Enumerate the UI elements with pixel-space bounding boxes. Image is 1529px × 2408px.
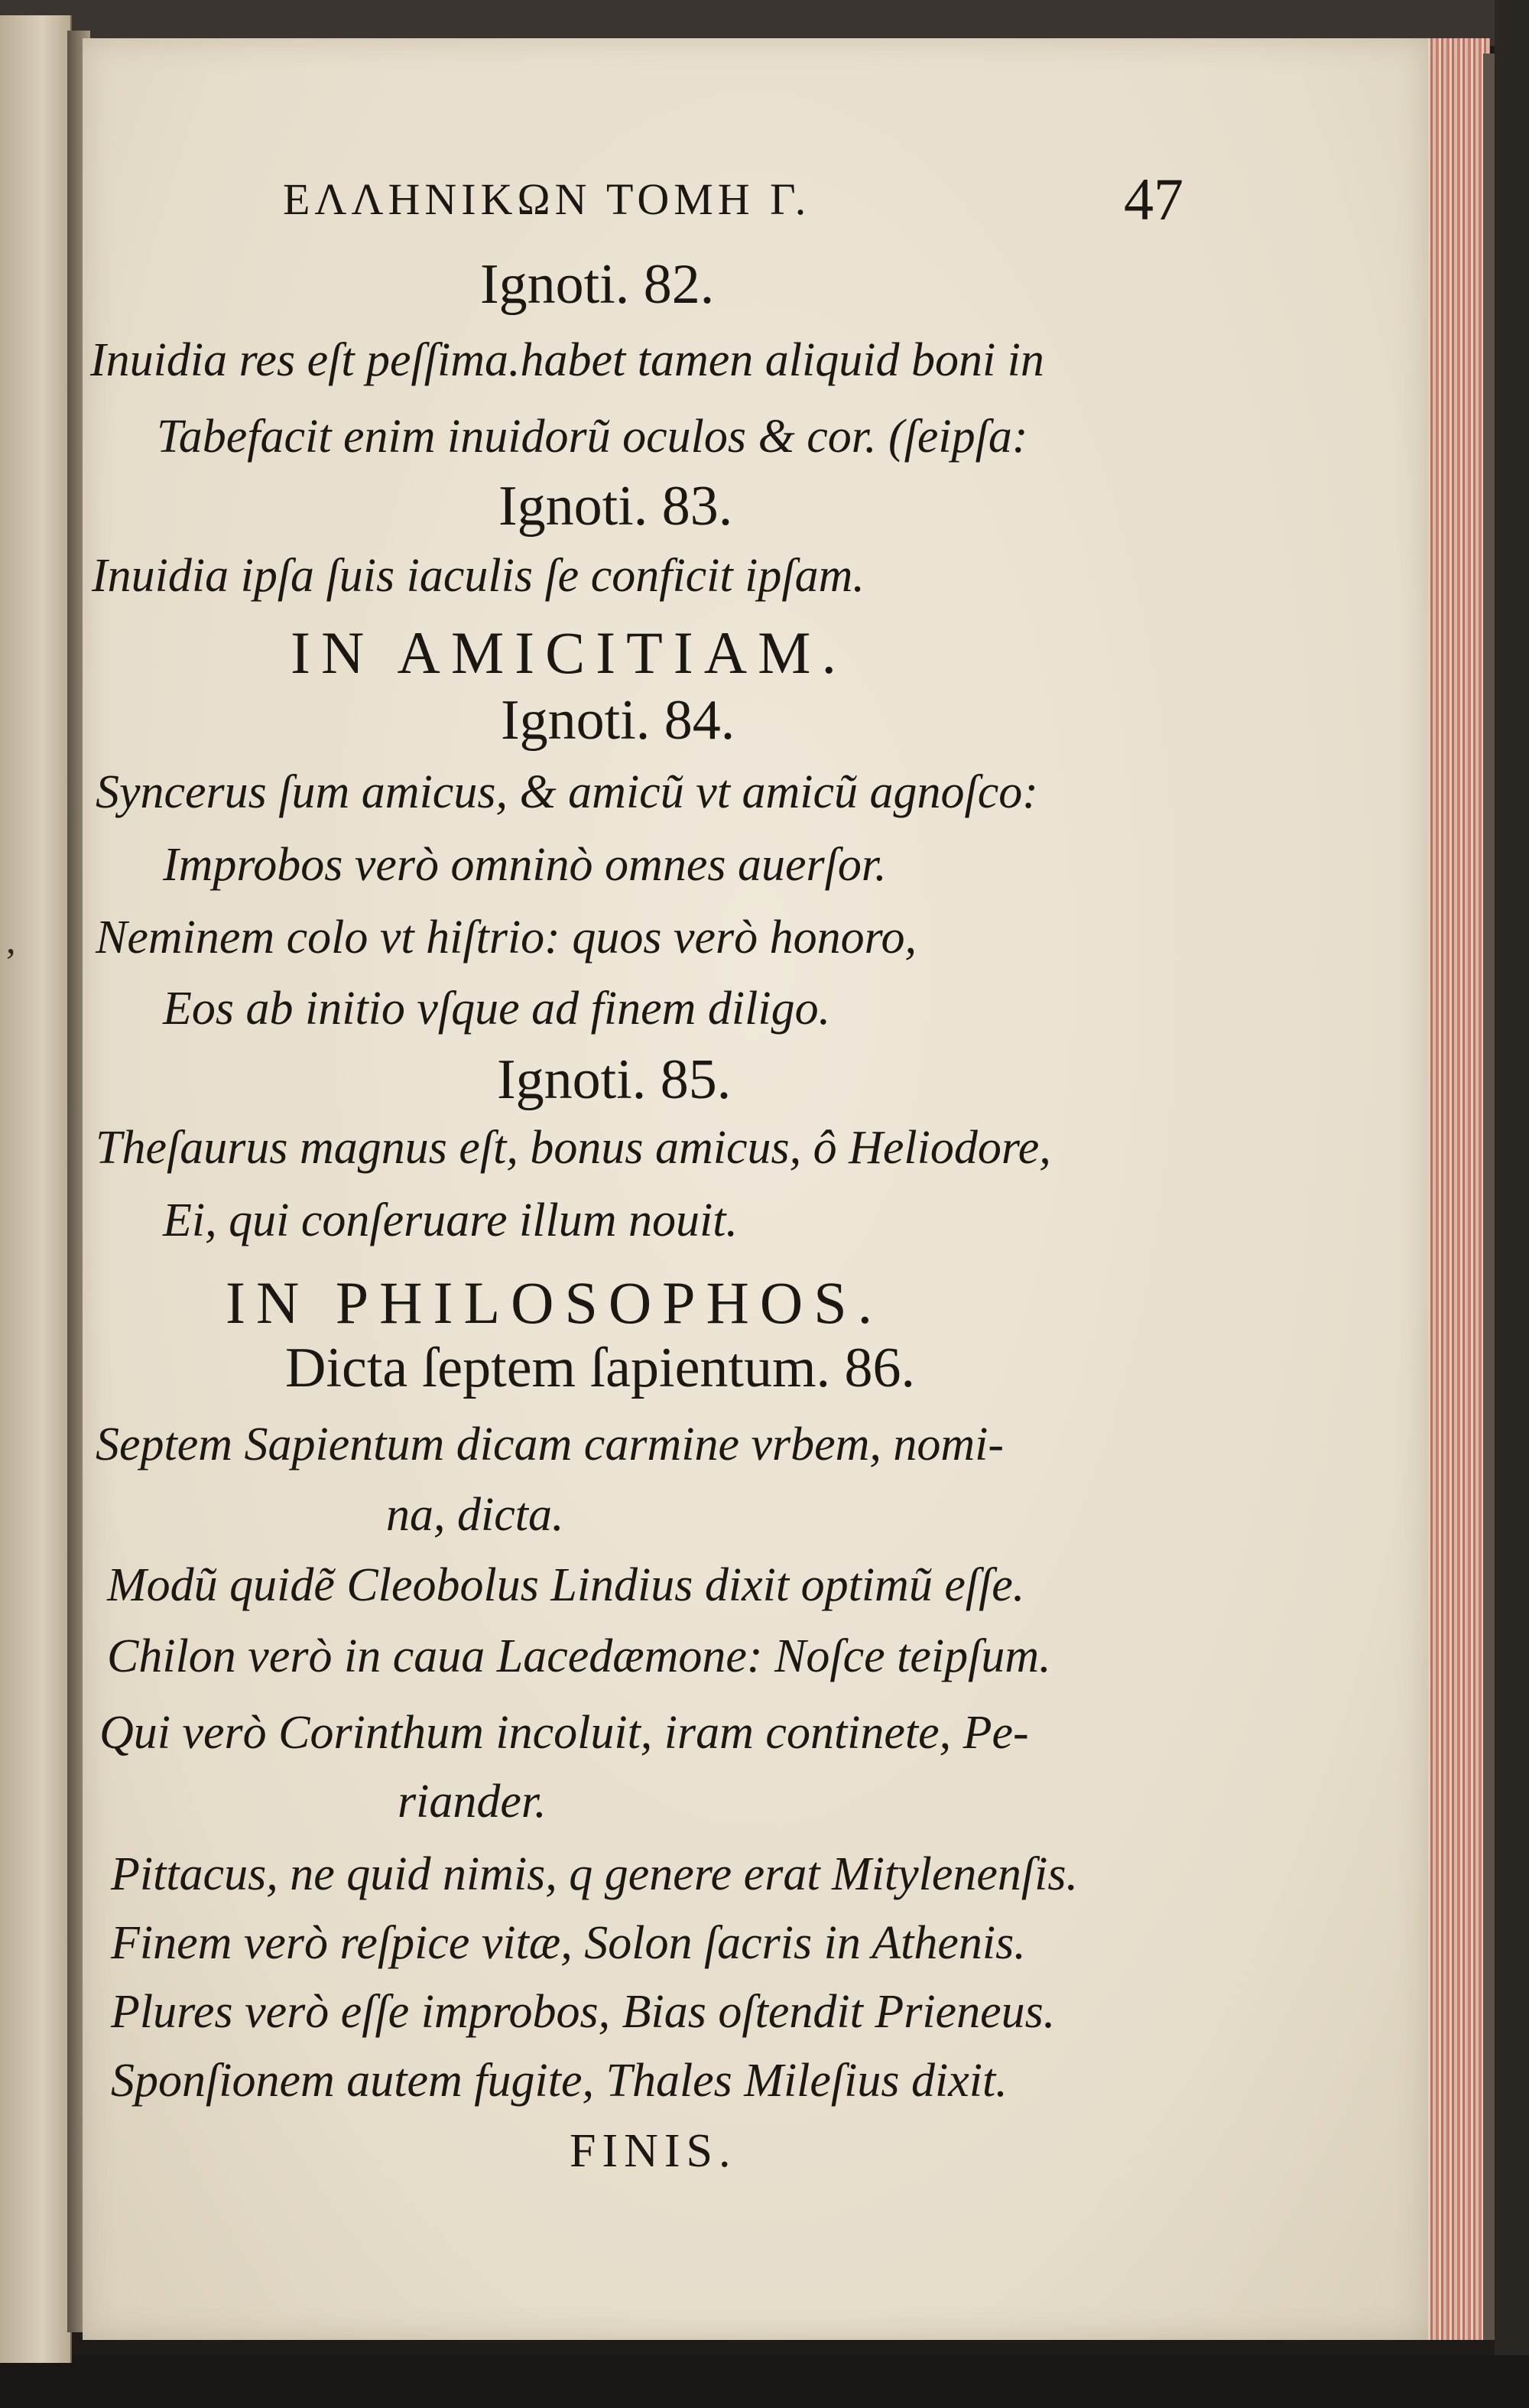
background-right [1495,0,1529,2408]
verse-line: riander. [398,1776,547,1828]
red-fore-edge [1423,38,1490,2340]
verse-line: Modũ quidẽ Cleobolus Lindius dixit optimũ eſſe. [107,1559,1025,1611]
verse-line: Chilon verò in caua Lacedæmone: Noſce teipſum. [107,1630,1051,1682]
epigram-heading-84: Ignoti. 84. [501,689,735,752]
verse-line: Neminem colo vt hiſtrio: quos verò honoro, [96,912,917,964]
verse-line: Sponſionem autem fugite, Thales Mileſius dixit. [111,2055,1008,2107]
section-title-amicitiam: IN AMICITIAM. [291,619,847,686]
epigram-heading-85: Ignoti. 85. [497,1048,732,1111]
verse-line: Eos ab initio vſque ad finem diligo. [163,983,831,1035]
verse-line: Finem verò reſpice vitæ, Solon ſacris in Athenis. [111,1917,1026,1969]
verse-line: Qui verò Corinthum incoluit, iram continete, Pe- [99,1707,1029,1759]
verse-line: na, dicta. [386,1489,564,1541]
section-title-philosophos: IN PHILOSOPHOS. [226,1269,884,1336]
running-head: ΕΛΛΗΝΙΚΩΝ ΤΟΜΗ Γ. [283,174,811,224]
verse-line: Plures verò eſſe improbos, Bias oſtendit Prieneus. [111,1986,1056,2038]
epigram-heading-82: Ignoti. 82. [480,253,715,316]
verse-line: Ei, qui conſeruare illum nouit. [163,1194,738,1246]
verse-line: Pittacus, ne quid nimis, q genere erat Mitylenenſis. [111,1848,1079,1900]
verse-line: Improbos verò omninò omnes auerſor. [163,839,887,891]
verse-line: Septem Sapientum dicam carmine vrbem, nomi- [96,1418,1005,1470]
background-bottom [0,2355,1529,2408]
verse-line: Theſaurus magnus eſt, bonus amicus, ô Heliodore, [96,1122,1051,1174]
verse-line: Inuidia res eſt peſſima.habet tamen aliquid boni in [90,334,1044,386]
page-number: 47 [1124,166,1183,232]
verse-line: Tabefacit enim inuidorũ oculos & cor. (ſeipſa: [157,411,1028,463]
left-page-mark: , [6,918,16,961]
epigram-heading-86: Dicta ſeptem ſapientum. 86. [285,1337,916,1399]
verse-line: Syncerus ſum amicus, & amicũ vt amicũ agnoſco: [96,766,1038,818]
left-page-edge [0,15,72,2363]
finis-colophon: FINIS. [570,2125,737,2177]
verse-line: Inuidia ipſa ſuis iaculis ſe conficit ipſam. [92,550,865,602]
epigram-heading-83: Ignoti. 83. [498,475,733,538]
binding-edge [1483,54,1495,2340]
